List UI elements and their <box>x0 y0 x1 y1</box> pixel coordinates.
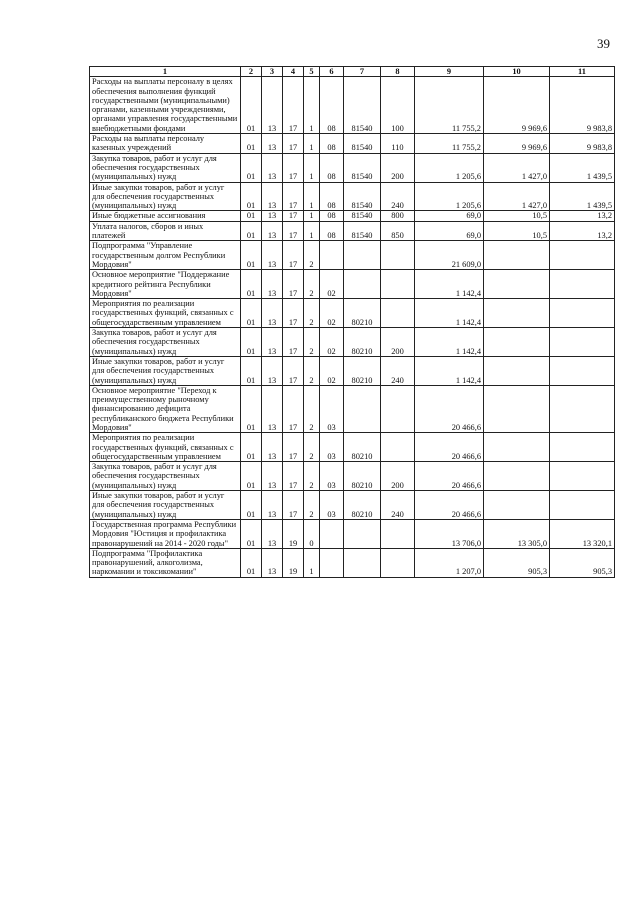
expense-type-cell: 240 <box>381 491 415 520</box>
event-cell: 08 <box>320 182 344 211</box>
table-header-row <box>90 67 615 77</box>
table-row <box>90 548 615 577</box>
program-cell: 17 <box>283 221 304 241</box>
row-name-cell: Иные закупки товаров, работ и услуг для обеспечения государственных (муниципальных) нужд <box>90 356 241 385</box>
amount-2016-cell <box>484 270 550 299</box>
direction-cell: 80210 <box>344 356 381 385</box>
amount-2017-cell: 13,2 <box>550 211 615 221</box>
program-cell: 17 <box>283 462 304 491</box>
subsection-cell: 13 <box>262 153 283 182</box>
amount-2017-cell <box>550 356 615 385</box>
amount-2015-cell: 20 466,6 <box>415 385 484 432</box>
subsection-cell: 13 <box>262 519 283 548</box>
table-row <box>90 153 615 182</box>
direction-cell: 81540 <box>344 153 381 182</box>
subsection-cell: 13 <box>262 270 283 299</box>
direction-cell: 80210 <box>344 491 381 520</box>
expense-type-cell: 110 <box>381 134 415 154</box>
expense-type-cell <box>381 548 415 577</box>
amount-2017-cell: 13,2 <box>550 221 615 241</box>
section-cell: 01 <box>241 77 262 134</box>
section-cell: 01 <box>241 491 262 520</box>
expense-type-cell <box>381 270 415 299</box>
section-cell: 01 <box>241 134 262 154</box>
amount-2017-cell <box>550 491 615 520</box>
header-cell: 7 <box>344 67 381 77</box>
amount-2015-cell: 69,0 <box>415 211 484 221</box>
row-name-cell: Расходы на выплаты персоналу казенных учреждений <box>90 134 241 154</box>
header-cell: 3 <box>262 67 283 77</box>
amount-2016-cell: 1 427,0 <box>484 153 550 182</box>
subprogram-cell: 2 <box>304 433 320 462</box>
header-cell: 1 <box>90 67 241 77</box>
table-row <box>90 328 615 357</box>
subsection-cell: 13 <box>262 433 283 462</box>
program-cell: 17 <box>283 241 304 270</box>
amount-2015-cell: 13 706,0 <box>415 519 484 548</box>
expense-type-cell <box>381 519 415 548</box>
program-cell: 17 <box>283 433 304 462</box>
subprogram-cell: 2 <box>304 491 320 520</box>
row-name-cell: Иные закупки товаров, работ и услуг для обеспечения государственных (муниципальных) нужд <box>90 491 241 520</box>
table-row <box>90 221 615 241</box>
program-cell: 17 <box>283 270 304 299</box>
table-row <box>90 77 615 134</box>
subprogram-cell: 2 <box>304 299 320 328</box>
amount-2015-cell: 69,0 <box>415 221 484 241</box>
direction-cell: 80210 <box>344 299 381 328</box>
amount-2016-cell: 9 969,6 <box>484 134 550 154</box>
program-cell: 17 <box>283 356 304 385</box>
event-cell: 08 <box>320 134 344 154</box>
subprogram-cell: 1 <box>304 134 320 154</box>
row-name-cell: Подпрограмма "Профилактика правонарушений, алкоголизма, наркомании и токсикомании" <box>90 548 241 577</box>
amount-2015-cell: 1 142,4 <box>415 299 484 328</box>
amount-2016-cell: 9 969,6 <box>484 77 550 134</box>
amount-2016-cell: 10,5 <box>484 221 550 241</box>
direction-cell: 81540 <box>344 211 381 221</box>
table-row <box>90 356 615 385</box>
direction-cell: 80210 <box>344 462 381 491</box>
direction-cell: 81540 <box>344 182 381 211</box>
direction-cell <box>344 270 381 299</box>
page-number: 39 <box>597 36 610 51</box>
row-name-cell: Уплата налогов, сборов и иных платежей <box>90 221 241 241</box>
table-row <box>90 462 615 491</box>
program-cell: 17 <box>283 134 304 154</box>
amount-2016-cell <box>484 241 550 270</box>
event-cell: 03 <box>320 385 344 432</box>
event-cell: 08 <box>320 153 344 182</box>
section-cell: 01 <box>241 299 262 328</box>
event-cell: 02 <box>320 356 344 385</box>
header-cell: 5 <box>304 67 320 77</box>
subsection-cell: 13 <box>262 182 283 211</box>
amount-2017-cell <box>550 270 615 299</box>
amount-2016-cell <box>484 299 550 328</box>
event-cell: 03 <box>320 433 344 462</box>
section-cell: 01 <box>241 221 262 241</box>
expense-type-cell: 240 <box>381 356 415 385</box>
amount-2016-cell <box>484 328 550 357</box>
row-name-cell: Мероприятия по реализации государственных функций, связанных с общегосударственным управлением <box>90 433 241 462</box>
expense-type-cell: 800 <box>381 211 415 221</box>
amount-2016-cell: 905,3 <box>484 548 550 577</box>
amount-2015-cell: 11 755,2 <box>415 77 484 134</box>
amount-2017-cell <box>550 462 615 491</box>
table-row <box>90 491 615 520</box>
subsection-cell: 13 <box>262 462 283 491</box>
amount-2015-cell: 1 205,6 <box>415 153 484 182</box>
row-name-cell: Иные закупки товаров, работ и услуг для обеспечения государственных (муниципальных) нужд <box>90 182 241 211</box>
header-cell: 9 <box>415 67 484 77</box>
amount-2016-cell <box>484 462 550 491</box>
amount-2015-cell: 11 755,2 <box>415 134 484 154</box>
program-cell: 17 <box>283 182 304 211</box>
section-cell: 01 <box>241 433 262 462</box>
row-name-cell: Закупка товаров, работ и услуг для обеспечения государственных (муниципальных) нужд <box>90 153 241 182</box>
amount-2016-cell <box>484 356 550 385</box>
expense-type-cell: 200 <box>381 328 415 357</box>
amount-2015-cell: 1 142,4 <box>415 328 484 357</box>
expense-type-cell <box>381 433 415 462</box>
section-cell: 01 <box>241 328 262 357</box>
event-cell <box>320 548 344 577</box>
row-name-cell: Иные бюджетные ассигнования <box>90 211 241 221</box>
direction-cell: 81540 <box>344 77 381 134</box>
direction-cell <box>344 519 381 548</box>
section-cell: 01 <box>241 211 262 221</box>
header-cell: 4 <box>283 67 304 77</box>
amount-2017-cell: 1 439,5 <box>550 153 615 182</box>
amount-2015-cell: 1 142,4 <box>415 270 484 299</box>
row-name-cell: Государственная программа Республики Мордовия "Юстиция и профилактика правонарушений на 2014 - 2020 годы" <box>90 519 241 548</box>
table-row <box>90 182 615 211</box>
subprogram-cell: 2 <box>304 462 320 491</box>
program-cell: 17 <box>283 385 304 432</box>
subsection-cell: 13 <box>262 134 283 154</box>
subsection-cell: 13 <box>262 221 283 241</box>
subsection-cell: 13 <box>262 77 283 134</box>
amount-2016-cell: 1 427,0 <box>484 182 550 211</box>
event-cell: 08 <box>320 77 344 134</box>
amount-2015-cell: 20 466,6 <box>415 491 484 520</box>
direction-cell <box>344 385 381 432</box>
program-cell: 17 <box>283 491 304 520</box>
subsection-cell: 13 <box>262 241 283 270</box>
amount-2017-cell <box>550 299 615 328</box>
section-cell: 01 <box>241 385 262 432</box>
subprogram-cell: 1 <box>304 182 320 211</box>
event-cell <box>320 519 344 548</box>
header-cell: 6 <box>320 67 344 77</box>
direction-cell: 80210 <box>344 328 381 357</box>
header-cell: 8 <box>381 67 415 77</box>
row-name-cell: Закупка товаров, работ и услуг для обеспечения государственных (муниципальных) нужд <box>90 328 241 357</box>
row-name-cell: Основное мероприятие "Переход к преимущественному рыночному финансированию дефицита республиканского бюджета Республики Мордовия" <box>90 385 241 432</box>
event-cell: 02 <box>320 270 344 299</box>
header-cell: 2 <box>241 67 262 77</box>
amount-2017-cell <box>550 385 615 432</box>
subsection-cell: 13 <box>262 385 283 432</box>
subprogram-cell: 1 <box>304 153 320 182</box>
section-cell: 01 <box>241 270 262 299</box>
expense-type-cell: 100 <box>381 77 415 134</box>
table-row <box>90 270 615 299</box>
section-cell: 01 <box>241 548 262 577</box>
event-cell: 02 <box>320 328 344 357</box>
header-cell: 11 <box>550 67 615 77</box>
row-name-cell: Мероприятия по реализации государственных функций, связанных с общегосударственным управлением <box>90 299 241 328</box>
expense-type-cell: 850 <box>381 221 415 241</box>
subsection-cell: 13 <box>262 299 283 328</box>
section-cell: 01 <box>241 153 262 182</box>
subsection-cell: 13 <box>262 491 283 520</box>
expense-type-cell <box>381 241 415 270</box>
subprogram-cell: 0 <box>304 519 320 548</box>
program-cell: 17 <box>283 77 304 134</box>
table-row <box>90 385 615 432</box>
amount-2017-cell: 905,3 <box>550 548 615 577</box>
subprogram-cell: 1 <box>304 211 320 221</box>
program-cell: 17 <box>283 299 304 328</box>
amount-2017-cell <box>550 241 615 270</box>
event-cell <box>320 241 344 270</box>
amount-2017-cell: 1 439,5 <box>550 182 615 211</box>
amount-2017-cell <box>550 328 615 357</box>
subprogram-cell: 1 <box>304 221 320 241</box>
amount-2015-cell: 1 142,4 <box>415 356 484 385</box>
table-row <box>90 134 615 154</box>
amount-2017-cell <box>550 433 615 462</box>
section-cell: 01 <box>241 462 262 491</box>
subprogram-cell: 1 <box>304 548 320 577</box>
row-name-cell: Подпрограмма "Управление государственным долгом Республики Мордовия" <box>90 241 241 270</box>
expense-type-cell <box>381 385 415 432</box>
row-name-cell: Закупка товаров, работ и услуг для обеспечения государственных (муниципальных) нужд <box>90 462 241 491</box>
amount-2015-cell: 20 466,6 <box>415 433 484 462</box>
event-cell: 03 <box>320 462 344 491</box>
expense-type-cell <box>381 299 415 328</box>
program-cell: 17 <box>283 153 304 182</box>
amount-2015-cell: 20 466,6 <box>415 462 484 491</box>
amount-2016-cell: 13 305,0 <box>484 519 550 548</box>
subprogram-cell: 2 <box>304 270 320 299</box>
subprogram-cell: 2 <box>304 356 320 385</box>
program-cell: 17 <box>283 211 304 221</box>
program-cell: 19 <box>283 519 304 548</box>
direction-cell <box>344 548 381 577</box>
direction-cell: 80210 <box>344 433 381 462</box>
amount-2017-cell: 9 983,8 <box>550 77 615 134</box>
program-cell: 17 <box>283 328 304 357</box>
subprogram-cell: 2 <box>304 241 320 270</box>
section-cell: 01 <box>241 241 262 270</box>
amount-2015-cell: 1 205,6 <box>415 182 484 211</box>
subsection-cell: 13 <box>262 548 283 577</box>
table-row <box>90 519 615 548</box>
expense-type-cell: 240 <box>381 182 415 211</box>
amount-2015-cell: 1 207,0 <box>415 548 484 577</box>
direction-cell: 81540 <box>344 134 381 154</box>
subsection-cell: 13 <box>262 328 283 357</box>
amount-2017-cell: 9 983,8 <box>550 134 615 154</box>
event-cell: 08 <box>320 211 344 221</box>
event-cell: 08 <box>320 221 344 241</box>
subprogram-cell: 2 <box>304 385 320 432</box>
table-row <box>90 299 615 328</box>
expense-type-cell: 200 <box>381 462 415 491</box>
program-cell: 19 <box>283 548 304 577</box>
direction-cell <box>344 241 381 270</box>
section-cell: 01 <box>241 356 262 385</box>
amount-2017-cell: 13 320,1 <box>550 519 615 548</box>
expense-type-cell: 200 <box>381 153 415 182</box>
event-cell: 03 <box>320 491 344 520</box>
subsection-cell: 13 <box>262 211 283 221</box>
subprogram-cell: 1 <box>304 77 320 134</box>
row-name-cell: Основное мероприятие "Поддержание кредитного рейтинга Республики Мордовия" <box>90 270 241 299</box>
amount-2016-cell: 10,5 <box>484 211 550 221</box>
table-row <box>90 211 615 221</box>
subsection-cell: 13 <box>262 356 283 385</box>
amount-2016-cell <box>484 433 550 462</box>
row-name-cell: Расходы на выплаты персоналу в целях обеспечения выполнения функций государственными (муниципальными) органами, казенными учреждениями, органами управления государственными внебюджетными фондами <box>90 77 241 134</box>
table-row <box>90 433 615 462</box>
table-row <box>90 241 615 270</box>
header-cell: 10 <box>484 67 550 77</box>
amount-2016-cell <box>484 491 550 520</box>
section-cell: 01 <box>241 182 262 211</box>
budget-table <box>89 66 615 578</box>
event-cell: 02 <box>320 299 344 328</box>
amount-2015-cell: 21 609,0 <box>415 241 484 270</box>
subprogram-cell: 2 <box>304 328 320 357</box>
direction-cell: 81540 <box>344 221 381 241</box>
section-cell: 01 <box>241 519 262 548</box>
amount-2016-cell <box>484 385 550 432</box>
